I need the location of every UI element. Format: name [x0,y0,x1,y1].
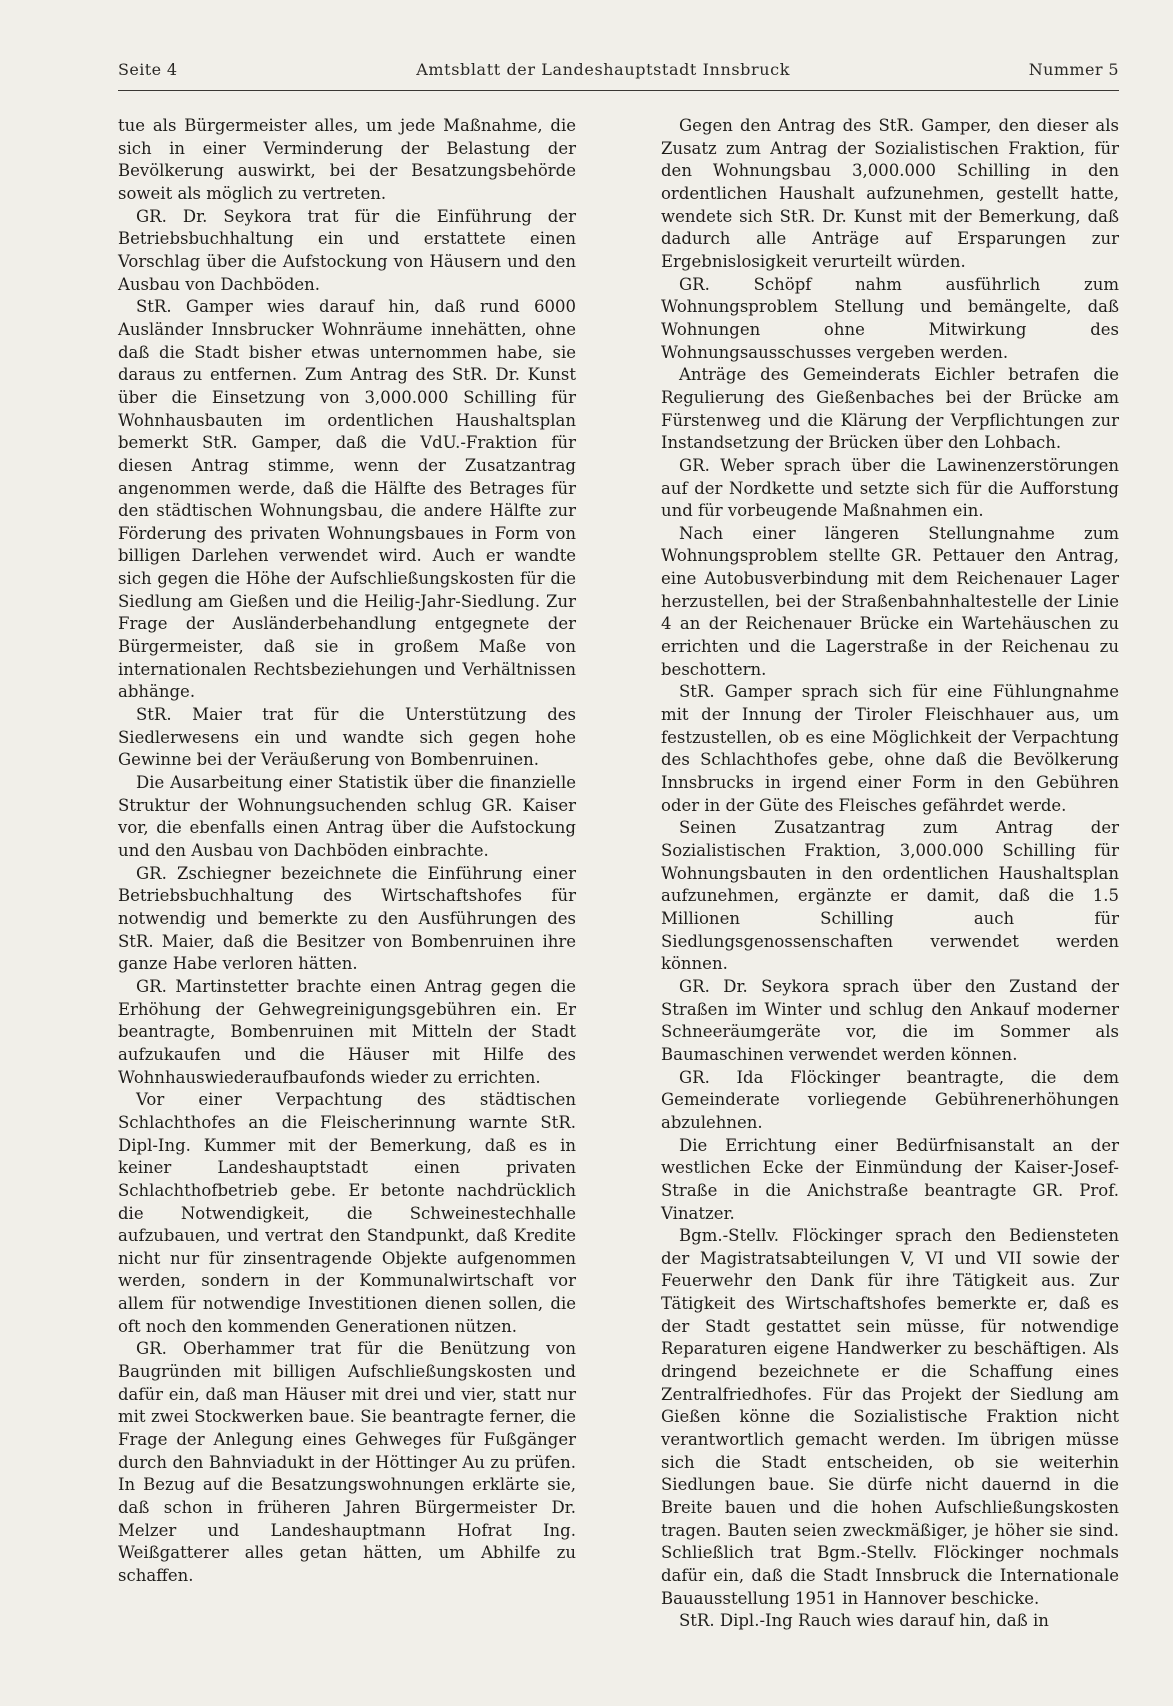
paragraph: GR. Ida Flöckinger beantragte, die dem Gemeinderate vorliegende Gebührenerhöhungen abzulehnen. [661,1067,1119,1132]
paragraph: Die Errichtung einer Bedürfnisanstalt an der westlichen Ecke der Einmündung der Kaiser-Josef-Straße in die Anichstraße beantragte GR. Prof. Vinatzer. [661,1135,1119,1223]
paragraph: GR. Oberhammer trat für die Benützung von Baugründen mit billigen Aufschließungskosten und dafür ein, daß man Häuser mit drei und vier, statt nur mit zwei Stockwerken baue. Sie beantragte ferner, die Frage der Anlegung eines Gehweges für Fußgänger durch den Bahnviadukt in der Höttinger Au zu prüfen. In Bezug auf die Besatzungswohnungen erklärte sie, daß schon in früheren Jahren Bürgermeister Dr. Melzer und Landeshauptmann Hofrat Ing. Weißgatterer alles getan hätten, um Abhilfe zu schaffen. [118,1339,576,1585]
paragraph: Nach einer längeren Stellungnahme zum Wohnungsproblem stellte GR. Pettauer den Antrag, eine Autobusverbindung mit dem Reichenauer Lager herzustellen, bei der Straßenbahnhaltestelle der Linie 4 an der Reichenauer Brücke ein Wartehäuschen zu errichten und die Lagerstraße in der Reichenau zu beschottern. [661,523,1119,679]
paragraph: Seinen Zusatzantrag zum Antrag der Sozialistischen Fraktion, 3,000.000 Schilling für Wohnungsbauten in den ordentlichen Haushaltsplan aufzunehmen, ergänzte er damit, daß die 1.5 Millionen Schilling auch für Siedlungsgenossenschaften verwendet werden können. [661,818,1119,974]
paragraph: StR. Dipl.-Ing Rauch wies darauf hin, daß in [679,1611,1049,1631]
right-column [661,115,1119,1633]
paragraph: GR. Schöpf nahm ausführlich zum Wohnungsproblem Stellung und bemängelte, daß Wohnungen ohne Mitwirkung des Wohnungsausschusses vergeben werden. [661,274,1119,362]
paragraph: GR. Dr. Seykora sprach über den Zustand der Straßen im Winter und schlug den Ankauf moderner Schneeräumgeräte vor, die im Sommer als Baumaschinen verwendet werden können. [661,976,1119,1064]
paragraph: StR. Gamper wies darauf hin, daß rund 6000 Ausländer Innsbrucker Wohnräume innehätten, ohne daß die Stadt bisher etwas unternommen habe, sie daraus zu entfernen. Zum Antrag des StR. Dr. Kunst über die Einsetzung von 3,000.000 Schilling für Wohnhausbauten im ordentlichen Haushaltsplan bemerkt StR. Gamper, daß die VdU.-Fraktion für diesen Antrag stimme, wenn der Zusatzantrag angenommen werde, daß die Hälfte des Betrages für den städtischen Wohnungsbau, die andere Hälfte zur Förderung des privaten Wohnungsbaues in Form von billigen Darlehen verwendet wird. Auch er wandte sich gegen die Höhe der Aufschließungskosten für die Siedlung am Gießen und die Heilig-Jahr-Siedlung. Zur Frage der Ausländerbehandlung entgegnete der Bürgermeister, daß sie in großem Maße von internationalen Rechtsbeziehungen und Verhältnissen abhänge. [118,297,576,702]
paragraph: GR. Martinstetter brachte einen Antrag gegen die Erhöhung der Gehwegreinigungsgebühren ein. Er beantragte, Bombenruinen mit Mitteln der Stadt aufzukaufen und die Häuser mit Hilfe des Wohnhauswiederaufbaufonds wieder zu errichten. [118,976,576,1087]
paragraph: Gegen den Antrag des StR. Gamper, den dieser als Zusatz zum Antrag der Sozialistischen Fraktion, für den Wohnungsbau 3,000.000 Schilling in den ordentlichen Haushalt aufzunehmen, gestellt hatte, wendete sich StR. Dr. Kunst mit der Bemerkung, daß dadurch alle Anträge auf Ersparungen zur Ergebnislosigkeit verurteilt würden. [661,116,1119,271]
page-header [118,60,1119,91]
paragraph: Vor einer Verpachtung des städtischen Schlachthofes an die Fleischerinnung warnte StR. Dipl-Ing. Kummer mit der Bemerkung, daß es in keiner Landeshauptstadt einen privaten Schlachthofbetrieb gebe. Er betonte nachdrücklich die Notwendigkeit, die Schweinestechhalle aufzubauen, und vertrat den Standpunkt, daß Kredite nicht nur für zinsentragende Objekte aufgenommen werden, sondern in der Kommunalwirtschaft vor allem für notwendige Investitionen dienen sollen, die oft noch den kommenden Generationen nützen. [118,1090,576,1336]
paragraph: tue als Bürgermeister alles, um jede Maßnahme, die sich in einer Verminderung der Belastung der Bevölkerung auswirkt, bei der Besatzungsbehörde soweit als möglich zu vertreten. [118,116,576,203]
paragraph: GR. Zschiegner bezeichnete die Einführung einer Betriebsbuchhaltung des Wirtschaftshofes für notwendig und bemerkte zu den Ausführungen des StR. Maier, daß die Besitzer von Bombenruinen ihre ganze Habe verloren hätten. [118,863,576,974]
paragraph: GR. Dr. Seykora trat für die Einführung der Betriebsbuchhaltung ein und erstattete einen Vorschlag über die Aufstockung von Häusern und den Ausbau von Dachböden. [118,206,576,294]
paragraph: StR. Gamper sprach sich für eine Fühlungnahme mit der Innung der Tiroler Fleischhauer aus, um festzustellen, ob es eine Möglichkeit der Verpachtung des Schlachthofes gebe, ohne daß die Bevölkerung Innsbrucks in irgend einer Form in den Gebühren oder in der Güte des Fleisches gefährdet werde. [661,682,1119,815]
left-column [118,115,576,1633]
issue-number: Nummer 5 [1028,60,1119,79]
paragraph: StR. Maier trat für die Unterstützung des Siedlerwesens ein und wandte sich gegen hohe Gewinne bei der Veräußerung von Bombenruinen. [118,705,576,770]
publication-title: Amtsblatt der Landeshauptstadt Innsbruck [416,60,791,79]
paragraph: GR. Weber sprach über die Lawinenzerstörungen auf der Nordkette und setzte sich für die Aufforstung und für vorbeugende Maßnahmen ein. [661,455,1119,521]
text-columns [118,115,1119,1633]
paragraph: Die Ausarbeitung einer Statistik über die finanzielle Struktur der Wohnungsuchenden schlug GR. Kaiser vor, die ebenfalls einen Antrag über die Aufstockung und den Ausbau von Dachböden einbrachte. [118,773,576,860]
paragraph: Bgm.-Stellv. Flöckinger sprach den Bediensteten der Magistratsabteilungen V, VI und VII sowie der Feuerwehr den Dank für ihre Tätigkeit aus. Zur Tätigkeit des Wirtschaftshofes bemerkte er, daß es der Stadt gestattet sein müsse, für notwendige Reparaturen eigene Handwerker zu beschäftigen. Als dringend bezeichnete er die Schaffung eines Zentralfriedhofes. Für das Projekt der Siedlung am Gießen könne die Sozialistische Fraktion nicht verantwortlich gemacht werden. Im übrigen müsse sich die Stadt entscheiden, ob sie weiterhin Siedlungen baue. Sie dürfe nicht dauernd in die Breite bauen und die hohen Aufschließungskosten tragen. Bauten seien zweckmäßiger, je höher sie sind. Schließlich trat Bgm.-Stellv. Flöckinger nochmals dafür ein, daß die Stadt Innsbruck die Internationale Bauausstellung 1951 in Hannover beschicke. [661,1226,1119,1608]
paragraph: Anträge des Gemeinderats Eichler betrafen die Regulierung des Gießenbaches bei der Brücke am Fürstenweg und die Klärung der Verpflichtungen zur Instandsetzung der Brücken über den Lohbach. [661,365,1119,453]
page-number: Seite 4 [118,60,178,79]
